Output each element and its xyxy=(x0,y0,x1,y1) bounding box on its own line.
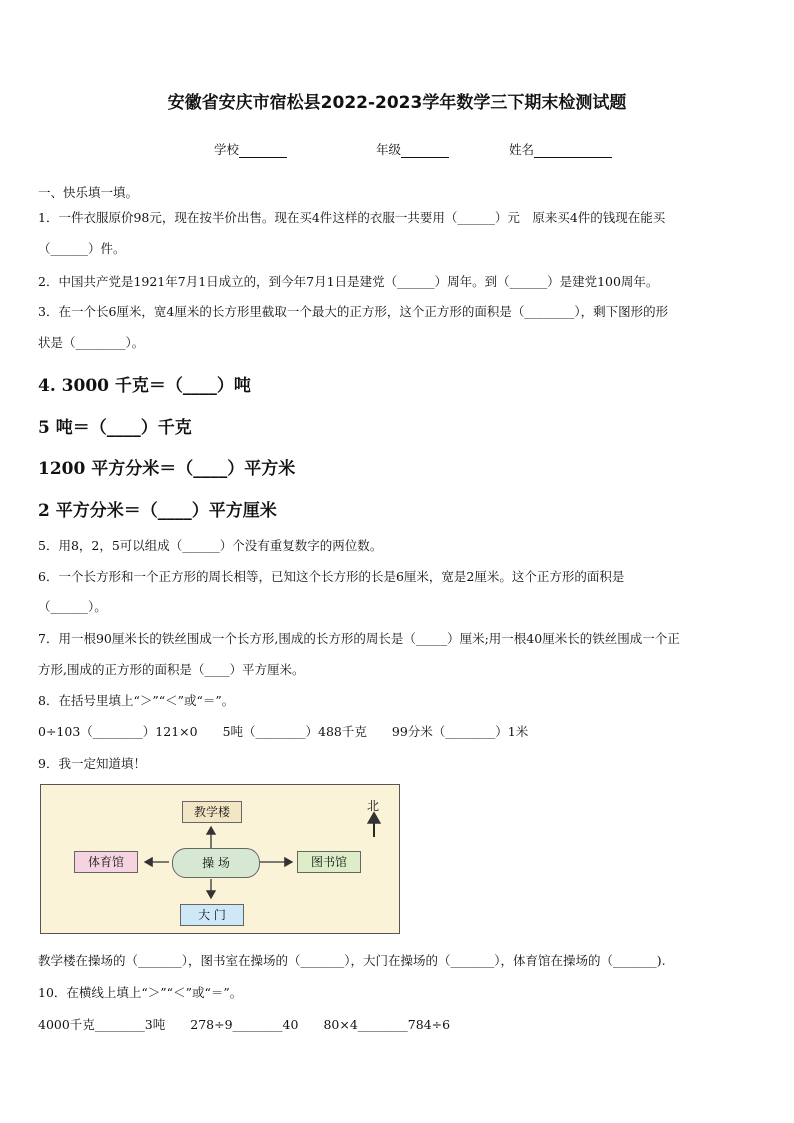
question-2: 2．中国共产党是1921年7月1日成立的，到今年7月1日是建党（______）周年。到（______）是建党100周年。 xyxy=(38,274,659,289)
question-3-line-1: 3．在一个长6厘米，宽4厘米的长方形里截取一个最大的正方形，这个正方形的面积是（________），剩下图形的形 xyxy=(38,304,669,319)
section-heading: 一、快乐填一填。 xyxy=(38,185,139,200)
campus-map-diagram xyxy=(40,784,400,934)
question-9-answers: 教学楼在操场的（_______），图书室在操场的（_______），大门在操场的（_______），体育馆在操场的（_______). xyxy=(38,953,666,968)
question-8-items: 0÷103（________）121×0 5吨（________）488千克 99分米（________）1米 xyxy=(38,724,529,739)
teaching-building-box: 教学楼 xyxy=(182,801,242,823)
question-4-line-1: 4. 3000 千克＝（____）吨 xyxy=(38,376,251,396)
name-field[interactable] xyxy=(509,140,612,158)
question-1-line-2: （______）件。 xyxy=(38,241,126,256)
question-6-line-1: 6．一个长方形和一个正方形的周长相等，已知这个长方形的长是6厘米，宽是2厘米。这个正方形的面积是 xyxy=(38,569,625,584)
page-title: 安徽省安庆市宿松县2022-2023学年数学三下期末检测试题 xyxy=(167,93,627,113)
name-label: 姓名 xyxy=(509,142,535,157)
question-4-line-4: 2 平方分米＝（____）平方厘米 xyxy=(38,501,277,521)
grade-blank[interactable] xyxy=(401,144,449,158)
school-field[interactable] xyxy=(214,140,287,158)
question-7-line-1: 7．用一根90厘米长的铁丝围成一个长方形,围成的长方形的周长是（_____）厘米;用一根40厘米长的铁丝围成一个正 xyxy=(38,631,680,646)
question-4-line-2: 5 吨＝（____）千克 xyxy=(38,418,192,438)
library-box: 图书馆 xyxy=(297,851,361,873)
school-label: 学校 xyxy=(214,142,240,157)
question-10-items: 4000千克________3吨 278÷9________40 80×4________784÷6 xyxy=(38,1017,451,1032)
question-3-line-2: 状是（________）。 xyxy=(38,335,145,350)
grade-label: 年级 xyxy=(376,142,402,157)
gym-box: 体育馆 xyxy=(74,851,138,873)
grade-field[interactable] xyxy=(376,140,449,158)
question-6-line-2: （______）。 xyxy=(38,599,107,614)
question-9-prompt: 9．我一定知道填！ xyxy=(38,756,146,771)
playground-oval: 操 场 xyxy=(172,848,260,878)
question-8-prompt: 8．在括号里填上“＞”“＜”或“＝”。 xyxy=(38,693,235,708)
question-10-prompt: 10．在横线上填上“＞”“＜”或“＝”。 xyxy=(38,985,243,1000)
name-blank[interactable] xyxy=(534,144,612,158)
question-7-line-2: 方形,围成的正方形的面积是（____）平方厘米。 xyxy=(38,662,305,677)
question-4-line-3: 1200 平方分米＝（____）平方米 xyxy=(38,459,296,479)
gate-box: 大 门 xyxy=(180,904,244,926)
north-label: 北 xyxy=(367,799,380,813)
question-5: 5．用8，2，5可以组成（______）个没有重复数字的两位数。 xyxy=(38,538,383,553)
school-blank[interactable] xyxy=(239,144,287,158)
question-1-line-1: 1．一件衣服原价98元，现在按半价出售。现在买4件这样的衣服一共要用（______）元 原来买4件的钱现在能买 xyxy=(38,210,666,225)
